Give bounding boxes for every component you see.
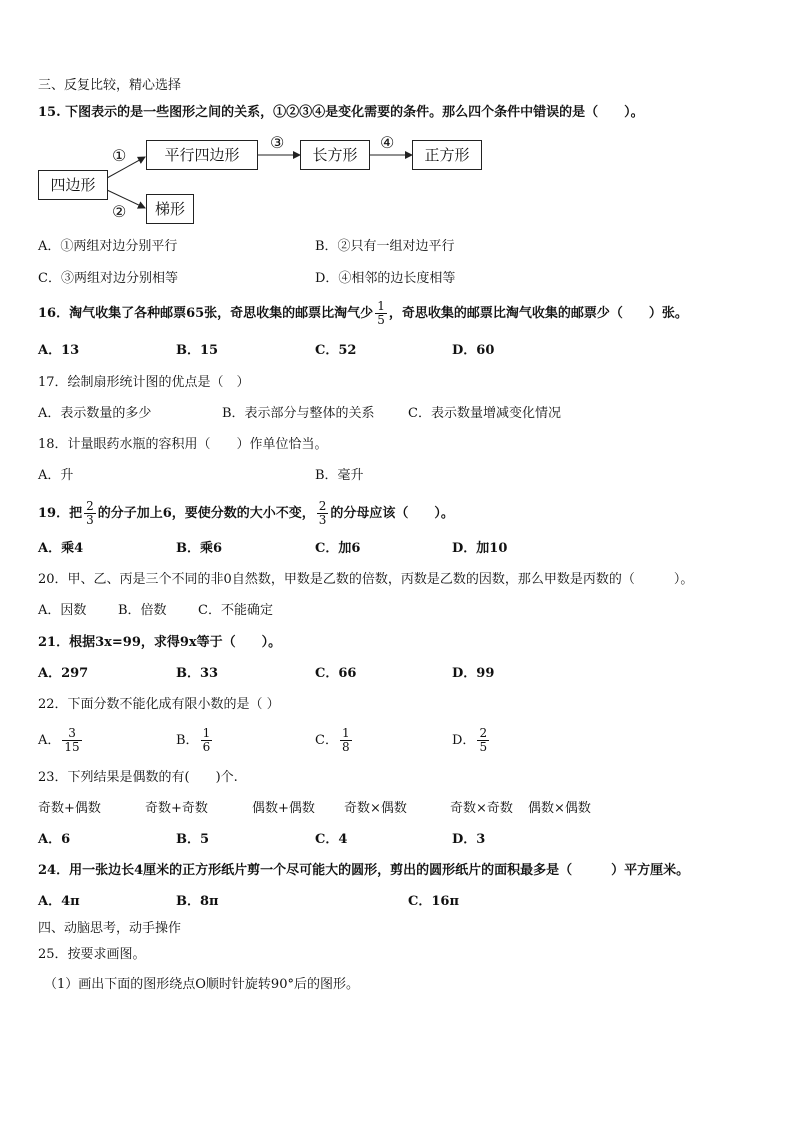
- q15-option-c[interactable]: C．③两组对边分别相等: [38, 271, 178, 286]
- q22-c-num: 1: [341, 726, 350, 740]
- q18-option-a[interactable]: A．升: [38, 468, 74, 483]
- q20-option-b[interactable]: B．倍数: [118, 603, 167, 618]
- q19-text: [38, 495, 454, 533]
- q15-stem: 下图表示的是一些图形之间的关系，①②③④是变化需要的条件。那么四个条件中错误的是（ ）。: [65, 105, 644, 120]
- q21-option-b[interactable]: B．33: [176, 666, 219, 681]
- q22-text: 22．下面分数不能化成有限小数的是（ ）: [38, 697, 280, 712]
- q15-option-a[interactable]: A．①两组对边分别平行: [38, 239, 178, 254]
- q16-stem-part2: ，奇思收集的邮票比淘气收集的邮票少（ ）张。: [388, 306, 688, 321]
- q19-stem-part3: 的分母应该（ ）。: [330, 506, 454, 521]
- node-rectangle: 长方形: [300, 140, 370, 170]
- q23-item-3: 偶数+偶数: [252, 801, 315, 816]
- q25-sub1-text: （1）画出下面的图形绕点O顺时针旋转90°后的图形。: [44, 977, 359, 992]
- q16-stem-part1: 16．淘气收集了各种邮票65张，奇思收集的邮票比淘气少: [38, 306, 374, 321]
- q22-option-b-label: B．: [176, 733, 199, 748]
- q15-option-d[interactable]: D．④相邻的边长度相等: [315, 271, 456, 286]
- condition-1-label: ①: [112, 146, 127, 165]
- q22-option-b-fraction: [201, 727, 213, 754]
- q23-option-c[interactable]: C．4: [315, 832, 348, 847]
- q22-option-c-label: C．: [315, 733, 338, 748]
- node-parallelogram: 平行四边形: [146, 140, 258, 170]
- q18-option-b[interactable]: B．毫升: [315, 468, 364, 483]
- q22-d-den: 5: [479, 740, 488, 754]
- q24-option-b[interactable]: B．8π: [176, 894, 219, 909]
- q21-option-d[interactable]: D．99: [452, 666, 495, 681]
- q22-option-d[interactable]: [452, 722, 491, 760]
- q23-item-5: 奇数×奇数: [450, 801, 513, 816]
- q23-item-4: 奇数×偶数: [344, 801, 407, 816]
- q23-option-d[interactable]: D．3: [452, 832, 486, 847]
- q15-option-b[interactable]: B．②只有一组对边平行: [315, 239, 455, 254]
- q16-fraction: [375, 300, 387, 327]
- q22-option-c[interactable]: [315, 722, 354, 760]
- q22-b-den: 6: [202, 740, 211, 754]
- q22-option-d-label: D．: [452, 733, 476, 748]
- condition-3-label: ③: [270, 133, 285, 152]
- q17-option-a[interactable]: A．表示数量的多少: [38, 406, 152, 421]
- q19-frac2-den: 3: [318, 513, 327, 527]
- q19-option-b[interactable]: B．乘6: [176, 541, 223, 556]
- q19-frac1-den: 3: [86, 513, 94, 527]
- q23-item-1: 奇数+偶数: [38, 801, 101, 816]
- q19-fraction-1: [84, 500, 96, 527]
- node-quadrilateral: 四边形: [38, 170, 108, 200]
- q25-text: 25．按要求画图。: [38, 947, 146, 962]
- q23-item-6: 偶数×偶数: [528, 801, 591, 816]
- q22-b-num: 1: [202, 726, 211, 740]
- q21-option-a[interactable]: A．297: [38, 666, 89, 681]
- q20-option-a[interactable]: A．因数: [38, 603, 87, 618]
- q24-option-c[interactable]: C．16π: [408, 894, 459, 909]
- q20-option-c[interactable]: C．不能确定: [198, 603, 273, 618]
- q19-frac2-num: 2: [318, 499, 327, 513]
- q19-stem-part2: 的分子加上6，要使分数的大小不变，: [97, 506, 315, 521]
- q22-d-num: 2: [479, 726, 488, 740]
- q16-frac-num: 1: [377, 299, 385, 313]
- q23-option-b[interactable]: B．5: [176, 832, 210, 847]
- q16-option-b[interactable]: B．15: [176, 343, 219, 358]
- condition-2-label: ②: [112, 202, 127, 221]
- q21-text: 21．根据3x=99，求得9x等于（ ）。: [38, 635, 282, 650]
- section-4-title: 四、动脑思考，动手操作: [38, 921, 182, 936]
- q17-text: 17．绘制扇形统计图的优点是（ ）: [38, 375, 250, 390]
- q15-number: 15.: [38, 105, 61, 120]
- q21-option-c[interactable]: C．66: [315, 666, 357, 681]
- q16-option-a[interactable]: A．13: [38, 343, 80, 358]
- q16-frac-den: 5: [377, 313, 385, 327]
- section-3-title: 三、反复比较，精心选择: [38, 78, 182, 93]
- q19-option-a[interactable]: A．乘4: [38, 541, 84, 556]
- q19-option-c[interactable]: C．加6: [315, 541, 361, 556]
- q17-option-b[interactable]: B．表示部分与整体的关系: [222, 406, 375, 421]
- q23-option-a[interactable]: A．6: [38, 832, 71, 847]
- q16-text: [38, 297, 688, 331]
- q16-option-d[interactable]: D．60: [452, 343, 495, 358]
- q16-option-c[interactable]: C．52: [315, 343, 357, 358]
- q19-option-d[interactable]: D．加10: [452, 541, 508, 556]
- q19-frac1-num: 2: [86, 499, 94, 513]
- q20-text: 20．甲、乙、丙是三个不同的非0自然数，甲数是乙数的倍数，丙数是乙数的因数，那么甲数是丙数的（ ）。: [38, 572, 694, 587]
- q22-a-den: 15: [64, 740, 80, 754]
- q23-text: 23．下列结果是偶数的有( )个.: [38, 770, 238, 785]
- q22-option-c-fraction: [340, 727, 352, 754]
- q19-stem-part1: 19．把: [38, 506, 83, 521]
- q23-item-2: 奇数+奇数: [145, 801, 208, 816]
- q22-option-a-fraction: [62, 727, 81, 754]
- q22-c-den: 8: [341, 740, 350, 754]
- q24-option-a[interactable]: A．4π: [38, 894, 80, 909]
- condition-4-label: ④: [380, 133, 395, 152]
- q24-text: 24．用一张边长4厘米的正方形纸片剪一个尽可能大的圆形，剪出的圆形纸片的面积最多是（ ）平方厘米。: [38, 863, 690, 878]
- q19-fraction-2: [317, 500, 329, 527]
- q22-option-b[interactable]: [176, 722, 214, 760]
- q22-option-a-label: A．: [38, 733, 61, 748]
- node-trapezoid: 梯形: [146, 194, 194, 224]
- q22-a-num: 3: [68, 726, 76, 740]
- q22-option-d-fraction: [477, 727, 489, 754]
- q22-option-a[interactable]: [38, 722, 84, 760]
- q18-text: 18．计量眼药水瓶的容积用（ ）作单位恰当。: [38, 437, 328, 452]
- node-square: 正方形: [412, 140, 482, 170]
- q17-option-c[interactable]: C．表示数量增减变化情况: [408, 406, 561, 421]
